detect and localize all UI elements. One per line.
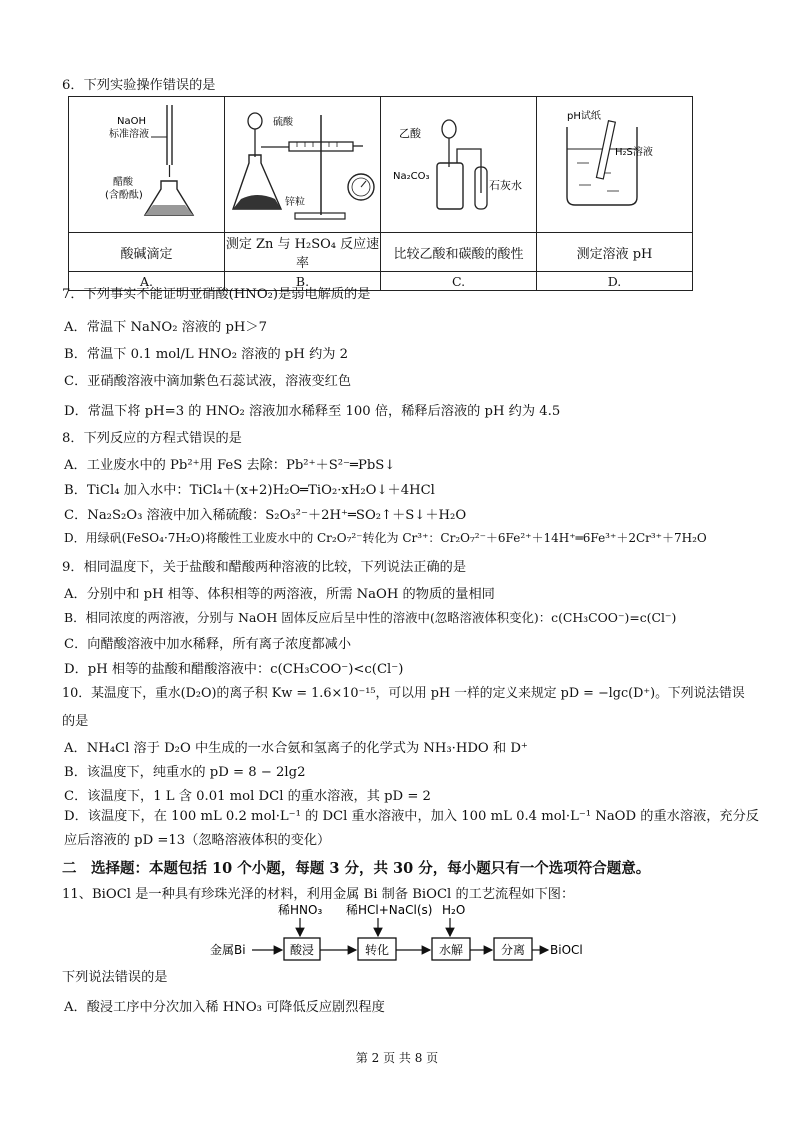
- exp-c-figure: [381, 97, 537, 233]
- exp-b-caption: 测定 Zn 与 H₂SO₄ 反应速率: [225, 233, 381, 272]
- q6-stem: 6．下列实验操作错误的是: [62, 78, 216, 93]
- exp-c-label-acetic: 乙酸: [399, 127, 421, 140]
- exp-a-label-standard: 标准溶液: [109, 129, 149, 140]
- flow-start: 金属Bi: [210, 943, 246, 957]
- page-footer: 第 2 页 共 8 页: [355, 1051, 439, 1065]
- exp-c-caption: 比较乙酸和碳酸的酸性: [381, 233, 537, 272]
- reagent-h2o: H₂O: [442, 903, 466, 917]
- exp-d-letter: D.: [537, 272, 693, 291]
- reagent-hcl-nacl: 稀HCl+NaCl(s): [346, 903, 433, 917]
- q8-option-b: B．TiCl₄ 加入水中：TiCl₄＋(x+2)H₂O═TiO₂·xH₂O↓＋4HCl: [64, 483, 435, 498]
- q8-option-d: D．用绿矾(FeSO₄·7H₂O)将酸性工业废水中的 Cr₂O₇²⁻转化为 Cr³⁺：Cr₂O₇²⁻＋6Fe²⁺＋14H⁺═6Fe³⁺＋2Cr³⁺＋7H₂O: [64, 531, 707, 545]
- q10-stem-line1: 10．某温度下，重水(D₂O)的离子积 Kw = 1.6×10⁻¹⁵，可以用 pH 一样的定义来规定 pD = −lgc(D⁺)。下列说法错误: [62, 686, 745, 701]
- exp-b-label-zinc: 锌粒: [285, 197, 305, 208]
- exp-d-label-paper: pH试纸: [567, 111, 601, 122]
- experiment-table: [68, 96, 693, 291]
- exp-b-figure: [225, 97, 381, 233]
- q9-stem: 9．相同温度下，关于盐酸和醋酸两种溶液的比较，下列说法正确的是: [62, 560, 467, 575]
- q8-option-a: A．工业废水中的 Pb²⁺用 FeS 去除：Pb²⁺＋S²⁻═PbS↓: [64, 458, 396, 473]
- exp-d-label-h2s: H₂S溶液: [615, 147, 653, 158]
- flow-step-separate: 分离: [501, 943, 526, 957]
- q8-option-c: C．Na₂S₂O₃ 溶液中加入稀硫酸：S₂O₃²⁻＋2H⁺═SO₂↑＋S↓＋H₂O: [64, 508, 467, 523]
- exp-a-letter: A.: [69, 272, 225, 291]
- exp-d-figure: [537, 97, 693, 233]
- exp-b-letter: B.: [225, 272, 381, 291]
- exp-c-label-na2co3: Na₂CO₃: [393, 171, 430, 182]
- q7-option-c: C．亚硝酸溶液中滴加紫色石蕊试液，溶液变红色: [64, 374, 352, 389]
- acidity-apparatus-icon: [381, 97, 536, 228]
- q10-stem-line2: 的是: [62, 714, 89, 729]
- q11-option-a: A．酸浸工序中分次加入稀 HNO₃ 可降低反应剧烈程度: [64, 1000, 385, 1015]
- exp-a-label-naoh: NaOH: [117, 116, 146, 127]
- exp-c-letter: C.: [381, 272, 537, 291]
- flow-step-acid-leach: 酸浸: [290, 943, 315, 957]
- q7-option-d: D．常温下将 pH=3 的 HNO₂ 溶液加水稀释至 100 倍，稀释后溶液的 pH 约为 4.5: [64, 404, 561, 419]
- q10-option-a: A．NH₄Cl 溶于 D₂O 中生成的一水合氨和氢离子的化学式为 NH₃·HDO 和 D⁺: [64, 741, 528, 756]
- q11-ask: 下列说法错误的是: [62, 970, 168, 985]
- exp-c-label-limewater: 石灰水: [489, 179, 522, 192]
- flow-step-convert: 转化: [365, 943, 390, 957]
- exp-a-label-phenol: (含酚酞): [105, 190, 143, 201]
- q7-option-b: B．常温下 0.1 mol/L HNO₂ 溶液的 pH 约为 2: [64, 347, 349, 362]
- exp-b-label-acid: 硫酸: [273, 117, 293, 128]
- q10-option-c: C．该温度下，1 L 含 0.01 mol DCl 的重水溶液，其 pD = 2: [64, 789, 431, 804]
- q7-stem: 7．下列事实不能证明亚硝酸(HNO₂)是弱电解质的是: [62, 287, 371, 302]
- q9-option-a: A．分别中和 pH 相等、体积相等的两溶液，所需 NaOH 的物质的量相同: [64, 587, 495, 602]
- exp-a-caption: 酸碱滴定: [69, 233, 225, 272]
- q10-option-d: D．该温度下，在 100 mL 0.2 mol·L⁻¹ 的 DCl 重水溶液中，加入 100 mL 0.4 mol·L⁻¹ NaOD 的重水溶液，充分反应后溶液的 pD =13（忽略溶液体积的变化）: [64, 809, 759, 848]
- q7-option-a: A．常温下 NaNO₂ 溶液的 pH＞7: [64, 320, 267, 335]
- q11-stem: 11、BiOCl 是一种具有珍珠光泽的材料，利用金属 Bi 制备 BiOCl 的工艺流程如下图：: [62, 887, 575, 902]
- section-2-heading: 二 选择题：本题包括 10 个小题，每题 3 分，共 30 分，每小题只有一个选项符合题意。: [62, 860, 651, 877]
- exp-a-figure: [69, 97, 225, 233]
- q8-stem: 8．下列反应的方程式错误的是: [62, 431, 242, 446]
- rate-apparatus-icon: [225, 97, 380, 228]
- q9-option-d: D．pH 相等的盐酸和醋酸溶液中：c(CH₃COO⁻)<c(Cl⁻): [64, 662, 404, 677]
- ph-test-apparatus-icon: [537, 97, 692, 228]
- titration-apparatus-icon: [69, 97, 224, 228]
- q9-option-c: C．向醋酸溶液中加水稀释，所有离子浓度都减小: [64, 637, 352, 652]
- q10-option-b: B．该温度下，纯重水的 pD = 8 − 2lg2: [64, 765, 306, 780]
- flow-step-hydrolysis: 水解: [439, 943, 464, 957]
- exp-d-caption: 测定溶液 pH: [537, 233, 693, 272]
- q9-option-b: B．相同浓度的两溶液，分别与 NaOH 固体反应后呈中性的溶液中(忽略溶液体积变化)：c(CH₃COO⁻)=c(Cl⁻): [64, 610, 677, 625]
- flow-product: BiOCl: [550, 943, 583, 957]
- reagent-hno3: 稀HNO₃: [278, 903, 323, 917]
- exp-a-label-acetic: 醋酸: [113, 177, 133, 188]
- process-flow-diagram: [210, 902, 590, 964]
